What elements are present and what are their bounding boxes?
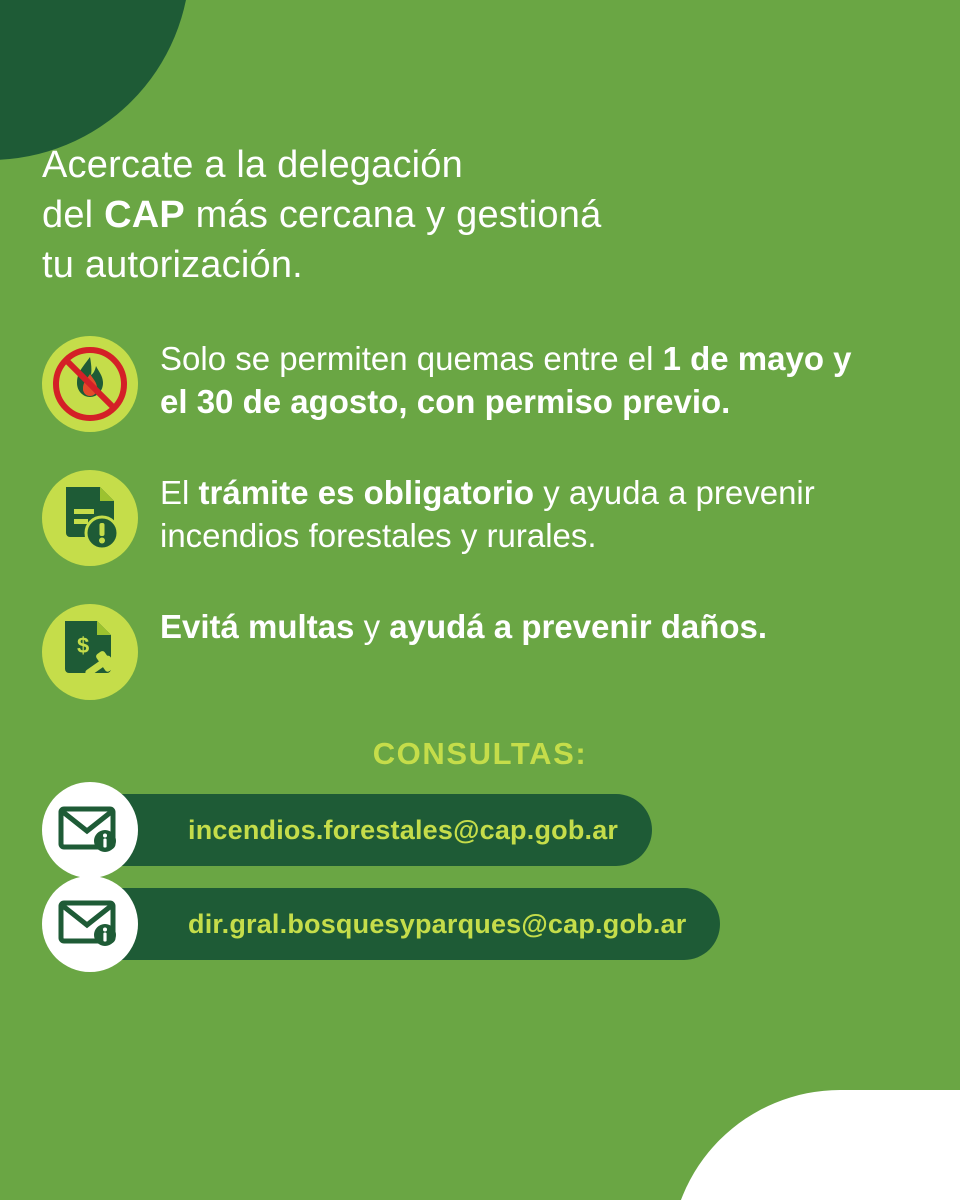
list-item [42,468,918,566]
page-title [42,0,802,290]
headline-cap-acronym: CAP [104,194,185,237]
document-alert-icon [42,470,138,566]
list-item [42,602,918,700]
contact-row-2[interactable] [42,888,918,960]
svg-text:$: $ [77,633,90,659]
headline-line-3: tu autorización. [42,244,303,287]
bullet-text-3 [160,602,767,648]
headline-line-2-pre: del [42,194,105,237]
email-pill-2[interactable] [70,888,720,960]
bullet-text-2 [160,468,860,556]
bullet-2-bold: trámite es obligatorio [198,474,535,512]
bullet-2-post: y ayuda a prevenir incendios forestales y rurales. [160,474,815,554]
bullet-3-post: ayudá a prevenir daños. [389,608,768,646]
headline-line-1: Acercate a la delegación [42,144,463,186]
no-fire-icon [42,336,138,432]
bullet-2-pre: El [160,474,199,512]
list-item [42,334,918,432]
bullet-list [42,334,918,700]
email-pill-1[interactable] [70,794,652,866]
fine-document-icon [42,604,138,700]
bullet-3-pre: Evitá multas [160,608,355,646]
email-address-2: dir.gral.bosquesyparques@cap.gob.ar [188,908,687,939]
bullet-1-pre: Solo se permiten quemas entre el [160,340,663,378]
email-info-icon [42,876,138,972]
decorative-corner-bottom-right [670,1090,960,1200]
bullet-text-1 [160,334,860,422]
bullet-1-bold: 1 de mayo y el 30 de agosto, con permiso previo. [160,340,852,420]
email-address-1: incendios.forestales@cap.gob.ar [188,814,619,845]
contact-row-1[interactable] [42,794,918,866]
bullet-3-connector: y [354,608,390,646]
consultas-label: CONSULTAS: [372,736,588,772]
headline-line-2-post: más cercana y gestioná [184,194,602,237]
email-info-icon [42,782,138,878]
